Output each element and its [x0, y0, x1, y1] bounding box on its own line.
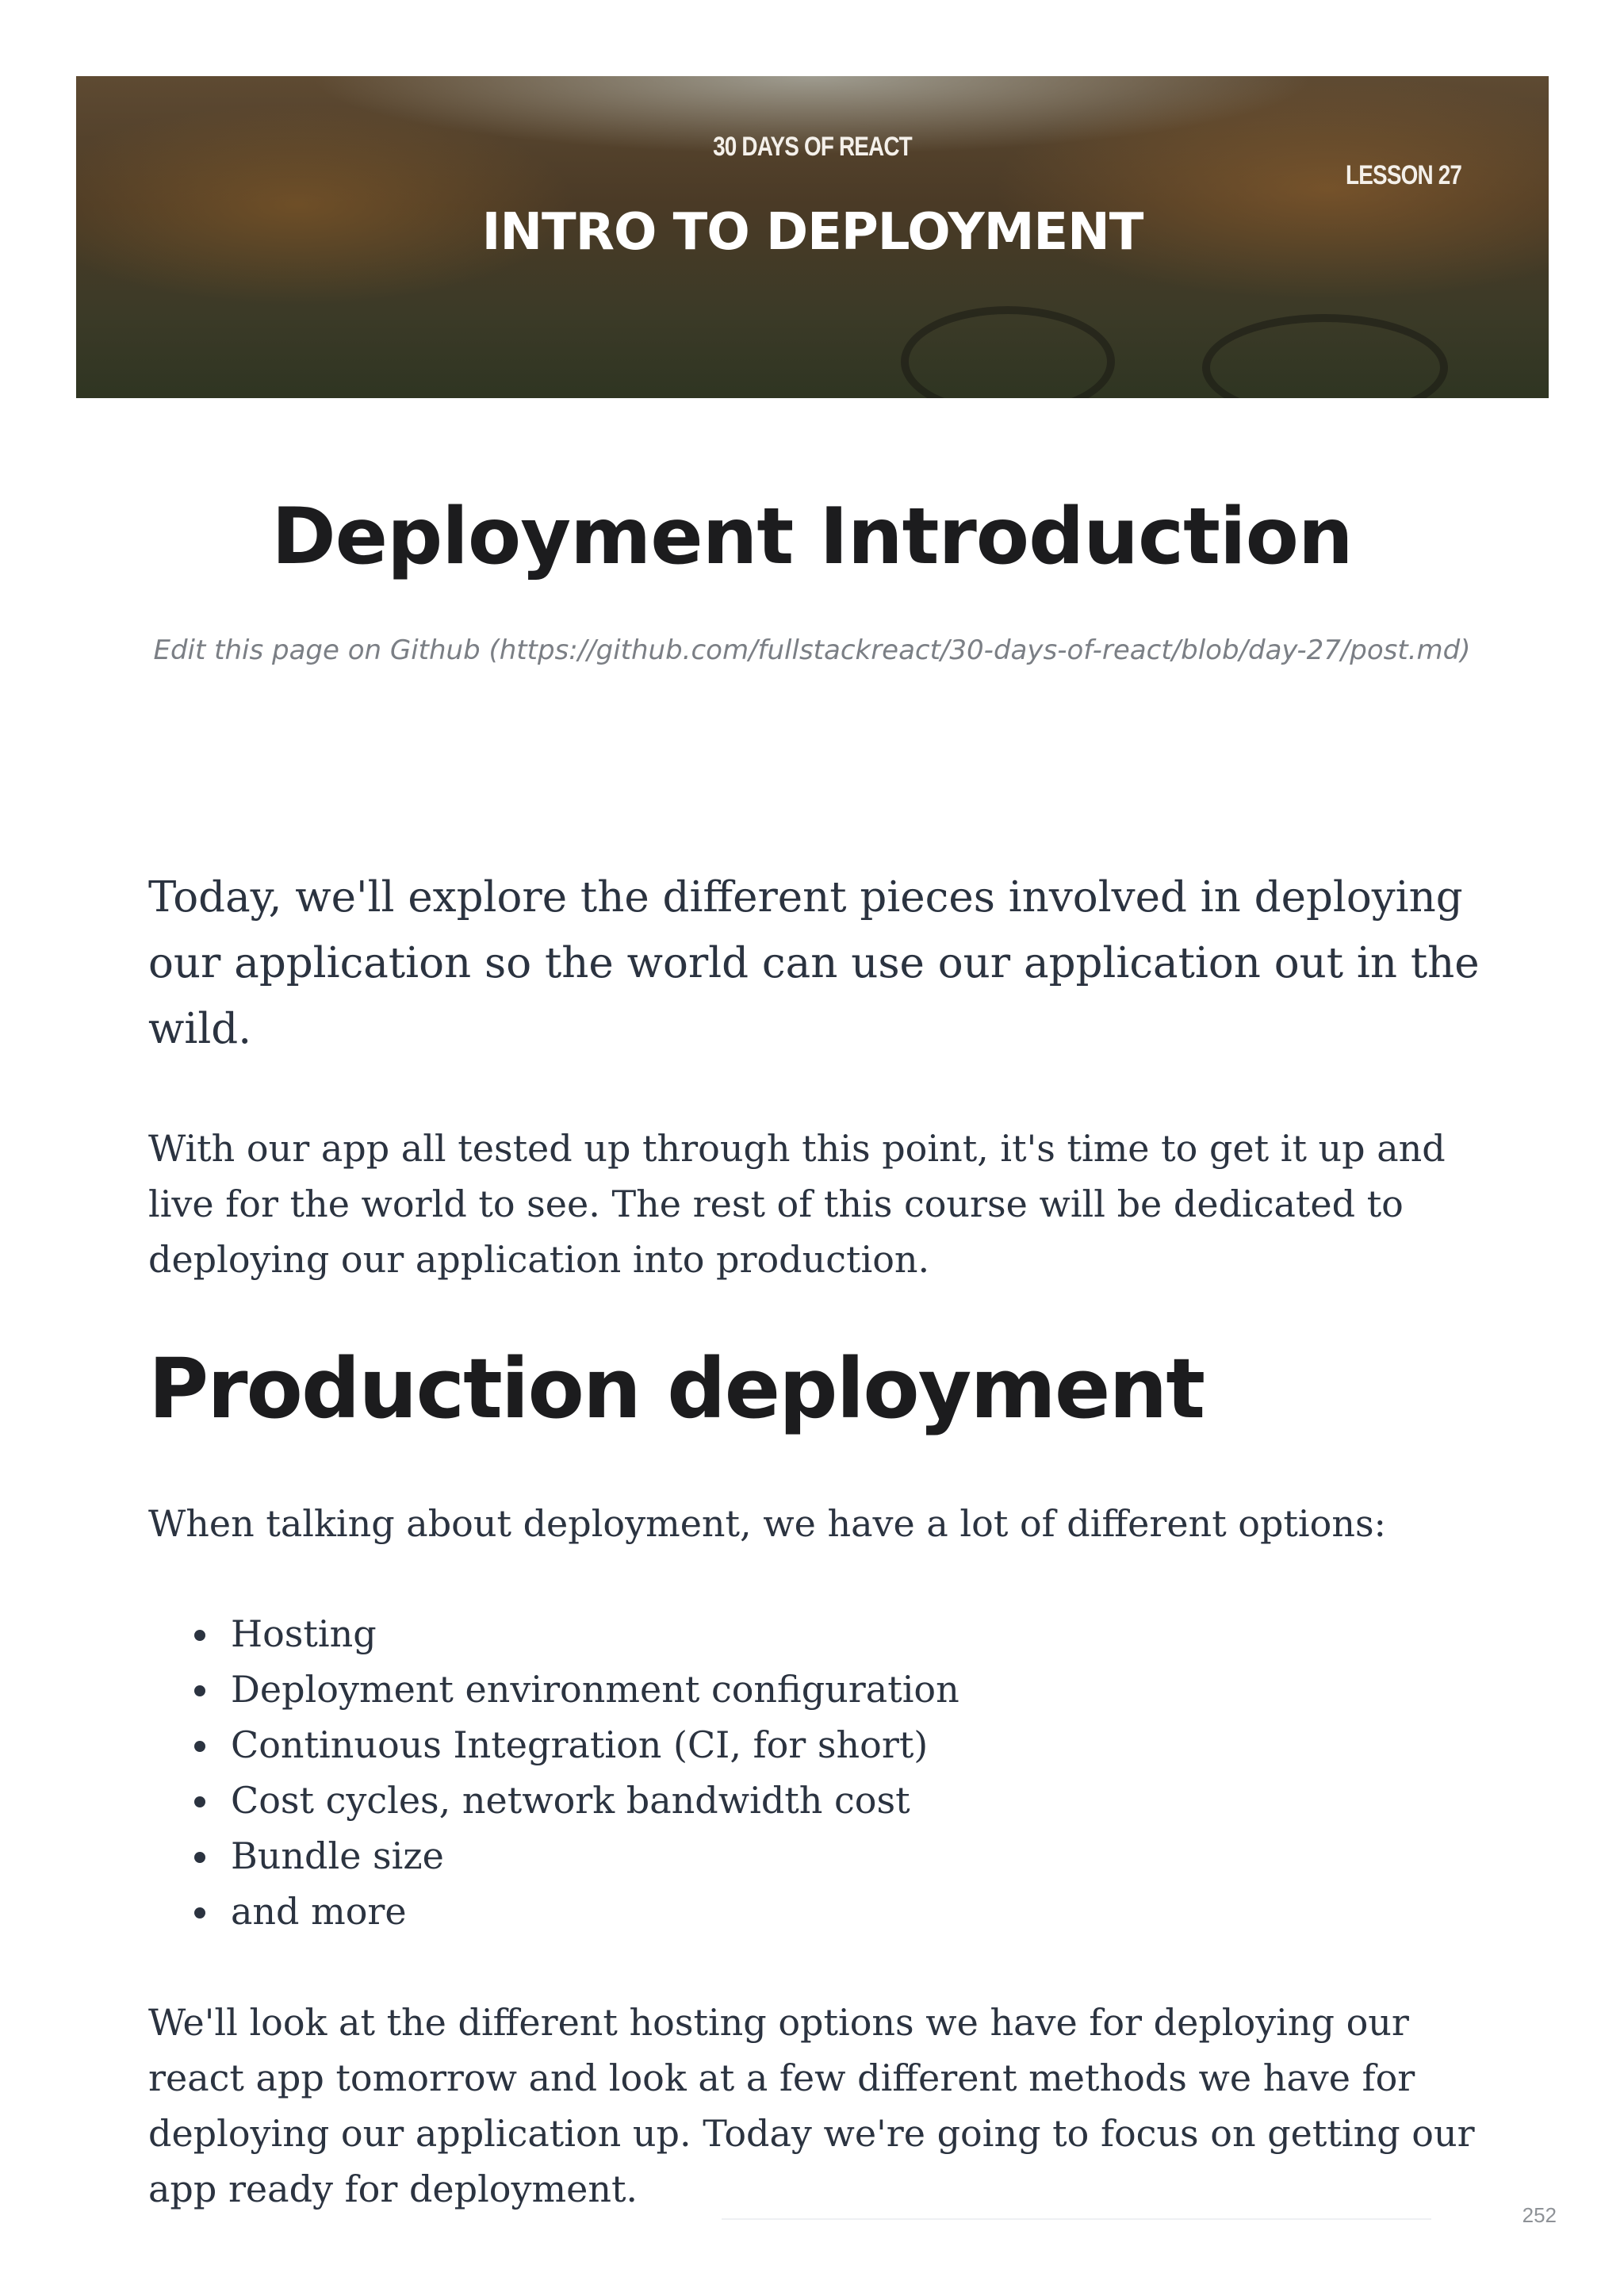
edit-on-github-link[interactable]: Edit this page on Github (https://github.com/fullstackreact/30-days-of-react/blob/day-27/post.md) — [153, 634, 1471, 666]
closing-paragraph: We'll look at the different hosting options we have for deploying our react app tomorrow and look at a few different methods we have for deploying our application up. Today we're going to focus on getting our app ready for deployment. — [148, 2001, 1475, 2210]
list-item: Cost cycles, network bandwidth cost — [148, 1773, 1480, 1828]
page-title: Deployment Introduction — [271, 492, 1353, 582]
banner-lesson-number: LESSON 27 — [1345, 160, 1461, 190]
bicycle-wheel-left-graphic — [901, 306, 1115, 398]
section-heading: Production deployment — [148, 1340, 1205, 1437]
banner-title: INTRO TO DEPLOYMENT — [481, 203, 1143, 262]
list-item: Hosting — [148, 1606, 1480, 1662]
bicycle-wheel-right-graphic — [1202, 314, 1448, 398]
lead-paragraph: Today, we'll explore the different pieces involved in deploying our application so the world can use our application out in the wild. — [148, 873, 1480, 1053]
list-item: Bundle size — [148, 1828, 1480, 1884]
list-item: Deployment environment configuration — [148, 1662, 1480, 1717]
lesson-banner — [76, 76, 1549, 398]
footer-divider — [722, 2218, 1431, 2220]
banner-series-name: 30 DAYS OF REACT — [713, 132, 912, 162]
page-number: 252 — [1522, 2203, 1557, 2227]
deployment-options-list — [148, 1606, 1480, 1939]
options-intro-paragraph: When talking about deployment, we have a lot of different options: — [148, 1502, 1387, 1545]
intro-paragraph: With our app all tested up through this point, it's time to get it up and live for the world to see. The rest of this course will be dedicated to deploying our application into production. — [148, 1127, 1446, 1281]
list-item: and more — [148, 1884, 1480, 1939]
list-item: Continuous Integration (CI, for short) — [148, 1717, 1480, 1773]
